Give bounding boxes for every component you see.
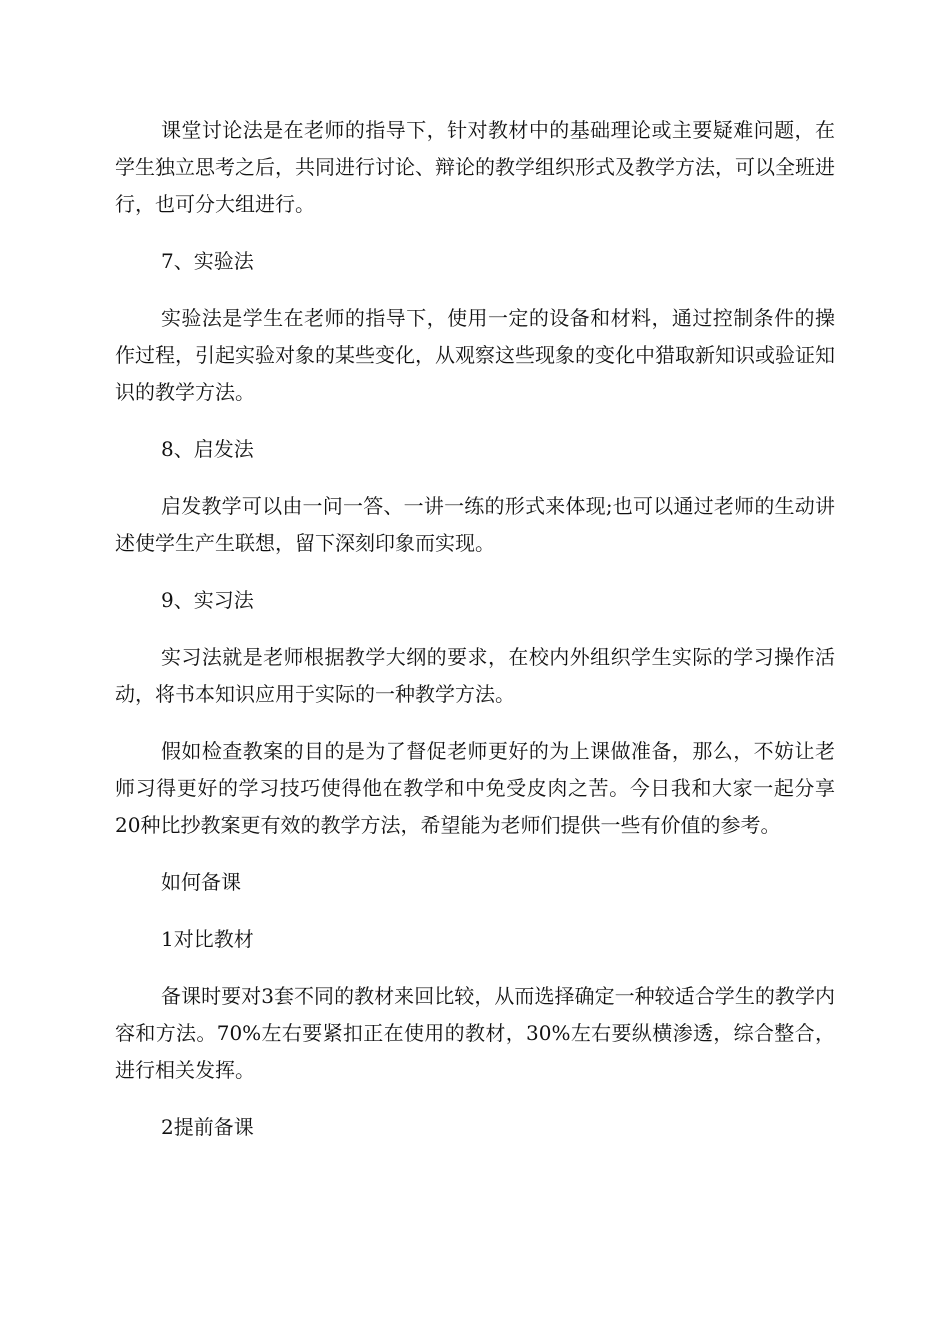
heading-prepare-early: 2提前备课 xyxy=(161,1115,254,1139)
heading-heuristic-method: 8、启发法 xyxy=(161,437,254,461)
heading-experiment-method: 7、实验法 xyxy=(161,249,254,273)
paragraph-experiment-method: 实验法是学生在老师的指导下，使用一定的设备和材料，通过控制条件的操作过程，引起实验对象的某些变化，从观察这些现象的变化中猎取新知识或验证知识的教学方法。 xyxy=(115,306,835,404)
heading-practice-method: 9、实习法 xyxy=(161,588,254,612)
heading-compare-textbooks: 1对比教材 xyxy=(161,927,254,951)
paragraph-practice-method: 实习法就是老师根据教学大纲的要求，在校内外组织学生实际的学习操作活动，将书本知识应用于实际的一种教学方法。 xyxy=(115,645,835,706)
document-body xyxy=(115,112,835,1166)
heading-how-to-prepare: 如何备课 xyxy=(161,870,241,894)
paragraph-lesson-plan-intro: 假如检查教案的目的是为了督促老师更好的为上课做准备，那么，不妨让老师习得更好的学习技巧使得他在教学和中免受皮肉之苦。今日我和大家一起分享20种比抄教案更有效的教学方法，希望能为老师们提供一些有价值的参考。 xyxy=(115,739,835,837)
paragraph-discussion-method: 课堂讨论法是在老师的指导下，针对教材中的基础理论或主要疑难问题，在学生独立思考之后，共同进行讨论、辩论的教学组织形式及教学方法，可以全班进行，也可分大组进行。 xyxy=(115,118,835,216)
paragraph-heuristic-method: 启发教学可以由一问一答、一讲一练的形式来体现;也可以通过老师的生动讲述使学生产生联想，留下深刻印象而实现。 xyxy=(115,494,835,555)
paragraph-compare-textbooks: 备课时要对3套不同的教材来回比较，从而选择确定一种较适合学生的教学内容和方法。70%左右要紧扣正在使用的教材，30%左右要纵横渗透，综合整合，进行相关发挥。 xyxy=(115,984,835,1082)
